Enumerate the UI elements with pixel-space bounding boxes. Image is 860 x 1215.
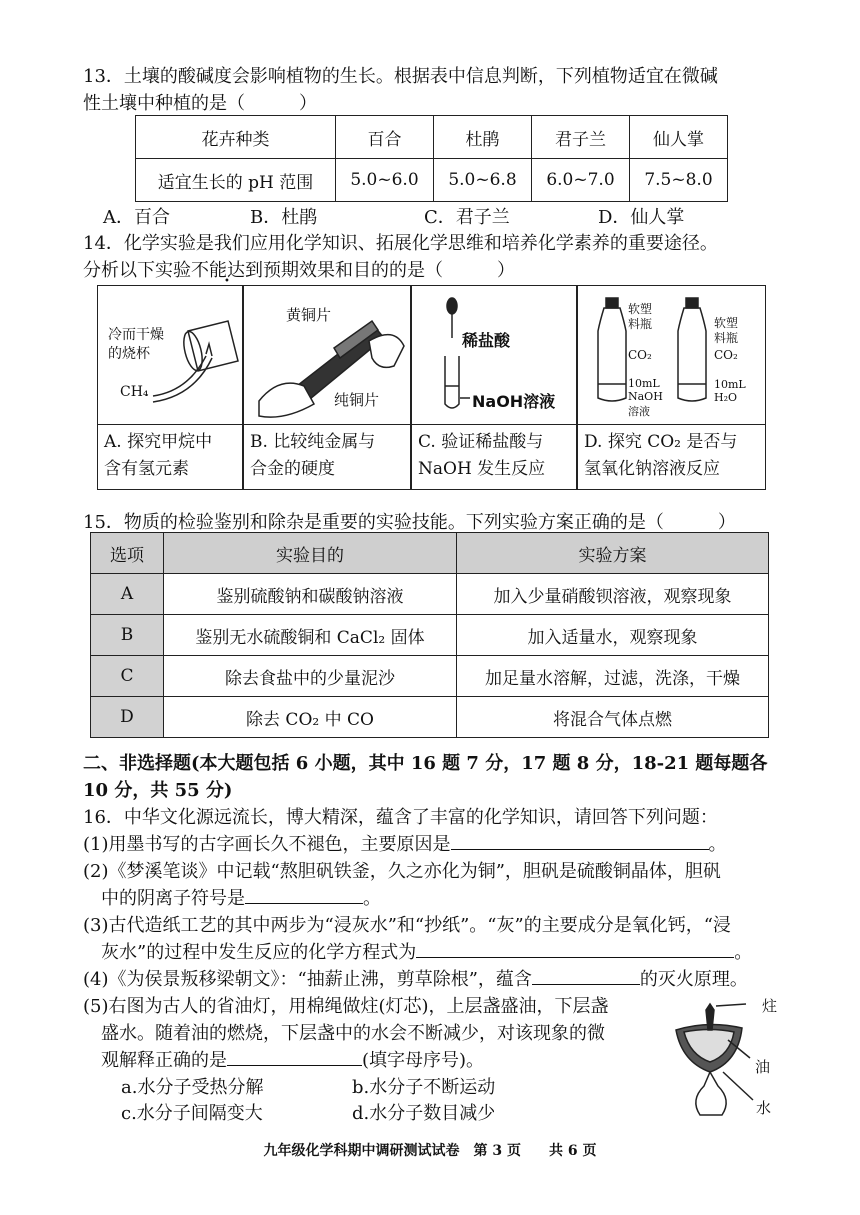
answer-blank-5[interactable] [227,1047,362,1066]
q14-line2-post: 预期效果和目的的是（ ） [263,260,515,281]
label-naoh-solution: NaOH溶液 [472,392,556,411]
answer-blank-3[interactable] [416,939,734,958]
label-bottle: 料瓶 [628,317,653,331]
table-cell: 适宜生长的 pH 范围 [136,159,336,202]
choice-a: a.水分子受热分解 [121,1077,264,1098]
answer-blank-1[interactable] [451,831,709,850]
q15-table [90,532,769,738]
table-cell: 加入适量水，观察现象 [457,615,769,656]
q16-part2b [101,884,381,910]
label-10ml: 10mL [714,378,746,391]
plastic-bottles-figure [578,286,767,426]
table-cell: 7.5~8.0 [630,159,728,202]
q13-option-b: B．杜鹃 [250,207,318,228]
q16-part5b: 盛水。随着油的燃烧，下层盏中的水会不断减少，对该现象的微 [101,1023,605,1044]
label-pure-copper: 纯铜片 [334,391,380,409]
table-row [136,159,728,202]
experiment-a-caption [104,429,238,483]
caption-divider [412,424,576,425]
q13-table [135,115,728,202]
choice-b: b.水分子不断运动 [352,1077,496,1098]
q16-part5c-end: (填字母序号)。 [362,1050,485,1071]
label-co2: CO₂ [628,348,652,362]
table-cell: D [91,697,164,738]
caption-line: 氢氧化钠溶液反应 [584,459,720,479]
table-cell: 除去食盐中的少量泥沙 [164,656,457,697]
table-cell: A [91,574,164,615]
experiment-b [243,285,411,490]
q16-part1-end: 。 [708,834,727,855]
table-cell: 除去 CO₂ 中 CO [164,697,457,738]
q14-emphasis-text: 不能达到 [191,260,263,281]
table-row [91,615,769,656]
label-oil: 油 [755,1058,771,1076]
table-row [91,574,769,615]
label-soft-plastic: 软塑 [628,302,653,316]
q13-line2: 性土壤中种植的是（ ） [83,93,317,114]
q15-line1: 15．物质的检验鉴别和除杂是重要的实验技能。下列实验方案正确的是（ ） [83,512,736,533]
q16-part5c [101,1046,484,1072]
table-cell: C [91,656,164,697]
label-bottle: 料瓶 [714,331,739,345]
label-solution: 溶液 [628,405,650,418]
caption-divider [98,424,242,425]
caption-line: 含有氢元素 [104,459,189,479]
label-cold-dry: 冷而干燥 [108,327,164,343]
table-row [136,116,728,159]
table-cell: 花卉种类 [136,116,336,159]
table-cell: 仙人掌 [630,116,728,159]
label-10ml: 10mL [628,377,660,390]
q16-part3a: (3)古代造纸工艺的其中两步为“浸灰水”和“抄纸”。“灰”的主要成分是氧化钙，“浸 [83,915,731,936]
caption-line: C. 验证稀盐酸与 [418,432,544,452]
label-naoh: NaOH [628,390,663,403]
caption-line: 合金的硬度 [250,459,335,479]
caption-line: D. 探究 CO₂ 是否与 [584,432,738,452]
q16-part2a: (2)《梦溪笔谈》中记载“熬胆矾铁釜，久之亦化为铜”，胆矾是硫酸铜晶体，胆矾 [83,861,721,882]
q14-line2-pre: 分析以下实验 [83,260,191,281]
q16-part5c-text: 观解释正确的是 [101,1050,227,1071]
q16-part4 [83,965,748,991]
table-row [91,697,769,738]
q13-line1: 13．土壤的酸碱度会影响植物的生长。根据表中信息判断，下列植物适宜在微碱 [83,66,718,87]
table-cell: 鉴别无水硫酸铜和 CaCl₂ 固体 [164,615,457,656]
page-footer: 九年级化学科期中调研测试试卷 第 3 页 共 6 页 [263,1143,597,1159]
q16-part3b-text: 灰水”的过程中发生反应的化学方程式为 [101,942,417,963]
table-cell: 百合 [336,116,434,159]
section2-heading-line2: 10 分，共 55 分) [83,780,233,801]
table-cell: B [91,615,164,656]
label-dilute-hcl: 稀盐酸 [462,331,511,350]
label-water: 水 [756,1099,772,1117]
q13-option-c: C．君子兰 [424,207,510,228]
answer-blank-4[interactable] [532,966,640,985]
table-header: 选项 [91,533,164,574]
q16-part2b-text: 中的阴离子符号是 [101,888,245,909]
table-cell: 加入少量硝酸钡溶液，观察现象 [457,574,769,615]
table-row [91,533,769,574]
q16-part4-end: 的灭火原理。 [639,969,748,990]
q13-option-d: D．仙人掌 [598,207,685,228]
label-water: H₂O [714,391,738,404]
experiment-b-caption [250,429,406,483]
experiment-a [97,285,243,490]
label-brass: 黄铜片 [286,306,332,324]
q13-option-a: A．百合 [103,207,170,228]
q14-line2 [83,256,515,282]
caption-divider [578,424,765,425]
q16-part2b-end: 。 [363,888,381,909]
caption-line: B. 比较纯金属与 [250,432,376,452]
q16-part3b [101,938,752,964]
experiment-d [577,285,766,490]
experiment-c-caption [418,429,572,483]
label-ch4: CH₄ [120,384,149,400]
q16-part3b-end: 。 [734,942,753,963]
q16-part4-text: (4)《为侯景叛移梁朝文》：“抽薪止沸，剪草除根”，蕴含 [83,969,532,990]
table-header: 实验目的 [164,533,457,574]
table-cell: 将混合气体点燃 [457,697,769,738]
table-header: 实验方案 [457,533,769,574]
q14-line1: 14．化学实验是我们应用化学知识、拓展化学思维和培养化学素养的重要途径。 [83,233,718,254]
caption-divider [244,424,410,425]
experiment-d-caption [584,429,761,483]
answer-blank-2[interactable] [245,885,363,904]
caption-line: NaOH 发生反应 [418,459,546,479]
q16-part5a: (5)右图为古人的省油灯，用棉绳做炷(灯芯)，上层盏盛油，下层盏 [83,996,609,1017]
label-soft-plastic: 软塑 [714,316,739,330]
experiment-c [411,285,577,490]
table-cell: 5.0~6.8 [434,159,532,202]
label-co2: CO₂ [714,348,738,362]
table-cell: 6.0~7.0 [532,159,630,202]
choice-c: c.水分子间隔变大 [121,1103,263,1124]
table-row [91,656,769,697]
table-cell: 鉴别硫酸钠和碳酸钠溶液 [164,574,457,615]
q16-intro: 16．中华文化源远流长，博大精深，蕴含了丰富的化学知识，请回答下列问题： [83,807,718,828]
label-beaker: 的烧杯 [108,346,150,362]
label-wick: 炷 [762,997,778,1015]
q16-part1-text: (1)用墨书写的古字画长久不褪色，主要原因是 [83,834,451,855]
table-cell: 5.0~6.0 [336,159,434,202]
table-cell: 加足量水溶解，过滤，洗涤，干燥 [457,656,769,697]
table-cell: 杜鹃 [434,116,532,159]
choice-d: d.水分子数目减少 [352,1103,496,1124]
section2-heading-line1: 二、非选择题(本大题包括 6 小题，其中 16 题 7 分，17 题 8 分，18-21 题每题各 [83,753,768,774]
table-cell: 君子兰 [532,116,630,159]
caption-line: A. 探究甲烷中 [104,432,213,452]
q16-part1 [83,830,727,856]
